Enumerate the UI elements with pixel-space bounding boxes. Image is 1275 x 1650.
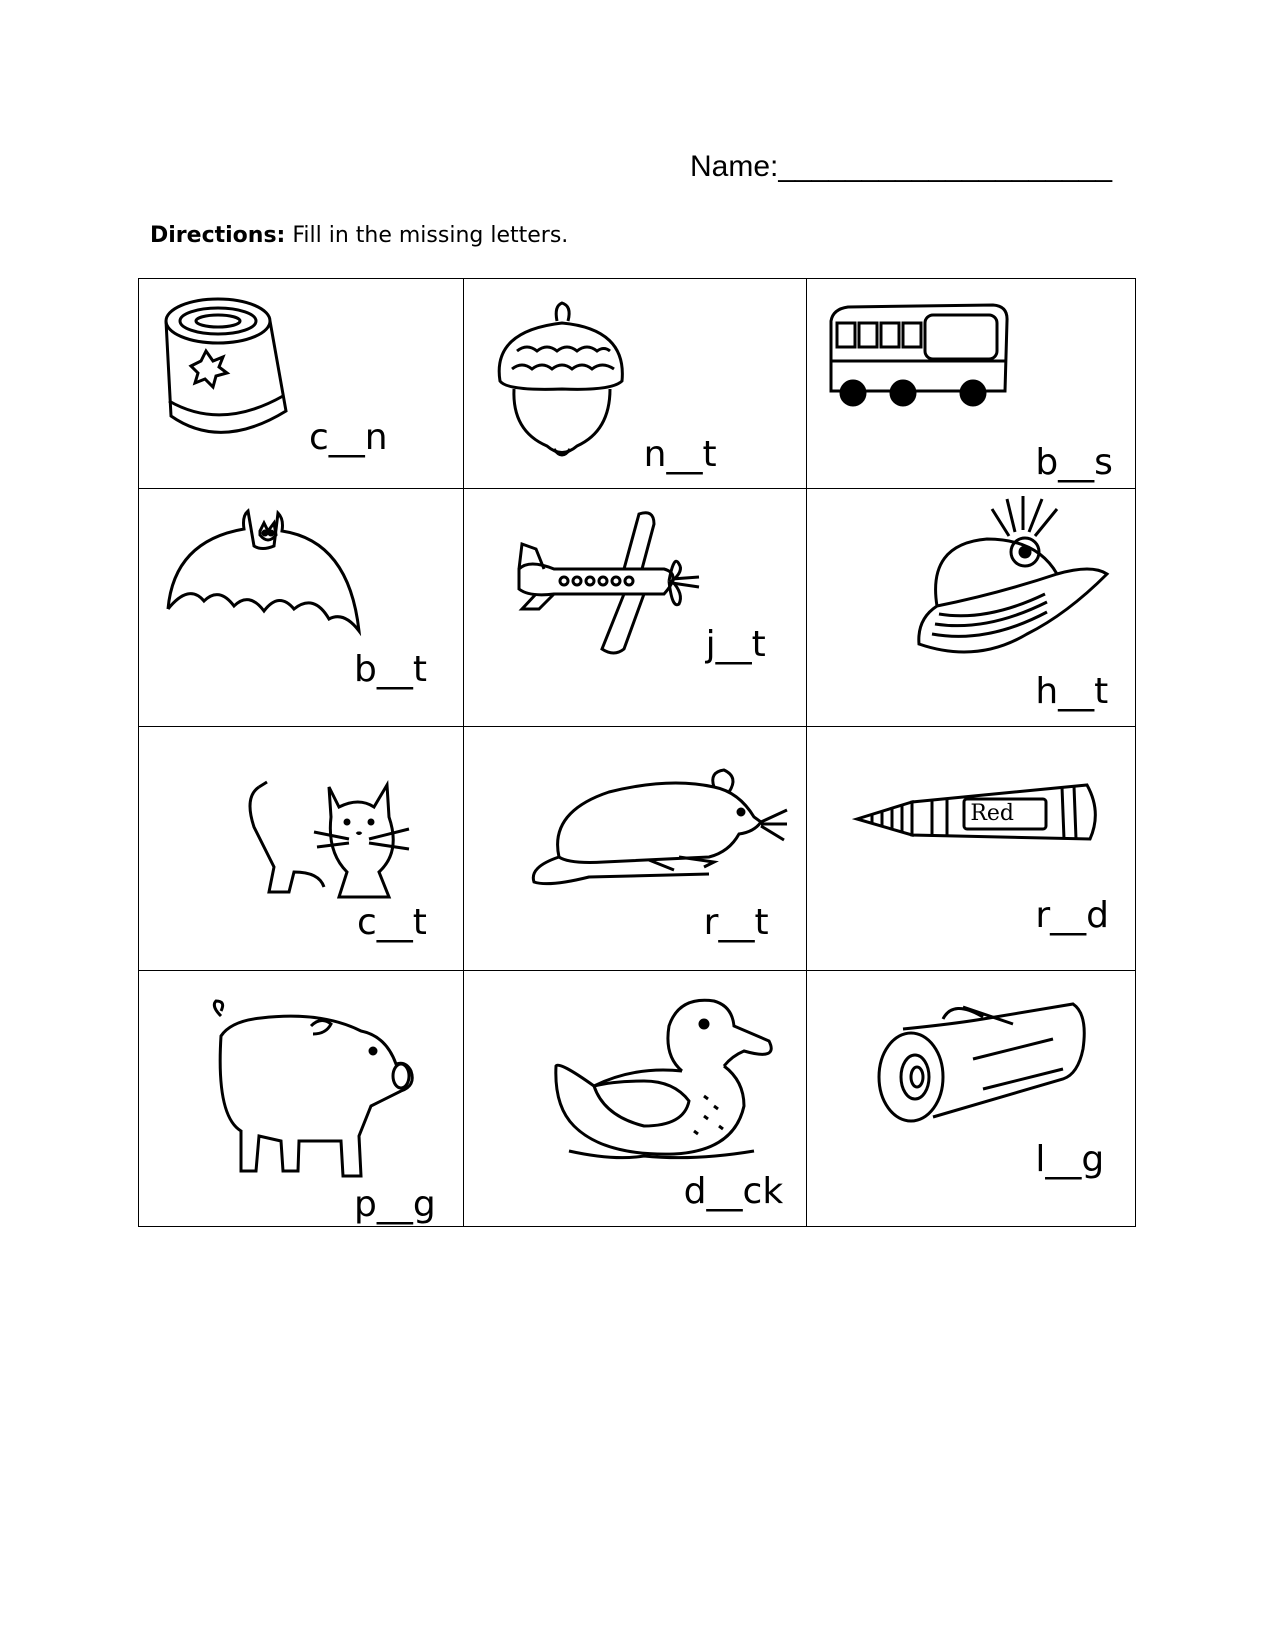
word-log: l__g <box>1035 1139 1105 1180</box>
cell-jet <box>463 489 807 727</box>
directions-text: Fill in the missing letters. <box>292 223 569 248</box>
word-nut: n__t <box>643 434 717 475</box>
word-duck: d__ck <box>683 1171 784 1212</box>
cell-duck <box>463 971 807 1227</box>
cell-bat <box>139 489 464 727</box>
acorn-icon <box>492 301 632 461</box>
duck-icon <box>554 986 779 1171</box>
cell-hat <box>807 489 1136 727</box>
cell-red <box>807 727 1136 971</box>
cell-can <box>139 279 464 489</box>
name-field[interactable] <box>690 150 1112 184</box>
name-blank[interactable]: ____________________ <box>778 150 1113 183</box>
word-jet: j__t <box>705 624 766 665</box>
jet-icon <box>514 509 704 659</box>
rat-icon <box>529 762 789 892</box>
pig-icon <box>201 996 421 1181</box>
log-icon <box>873 999 1088 1124</box>
bus-icon <box>823 301 1013 411</box>
crayon-label: Red <box>970 801 1014 826</box>
cat-icon <box>239 777 419 907</box>
crayon-icon <box>852 777 1102 852</box>
directions <box>150 223 568 248</box>
worksheet-grid <box>138 278 1136 1227</box>
name-label: Name: <box>690 150 779 183</box>
cell-pig <box>139 971 464 1227</box>
hat-icon <box>917 494 1117 664</box>
word-bus: b__s <box>1035 442 1113 483</box>
can-icon <box>161 291 296 441</box>
cell-log <box>807 971 1136 1227</box>
directions-label: Directions: <box>150 223 286 248</box>
word-rat: r__t <box>703 902 769 943</box>
word-red: r__d <box>1035 895 1109 936</box>
word-pig: p__g <box>354 1184 436 1225</box>
word-cat: c__t <box>357 902 427 943</box>
word-hat: h__t <box>1035 671 1109 712</box>
cell-rat <box>463 727 807 971</box>
cell-cat <box>139 727 464 971</box>
word-can: c__n <box>309 417 388 458</box>
cell-nut <box>463 279 807 489</box>
word-bat: b__t <box>354 649 427 690</box>
cell-bus <box>807 279 1136 489</box>
bat-icon <box>164 501 364 641</box>
